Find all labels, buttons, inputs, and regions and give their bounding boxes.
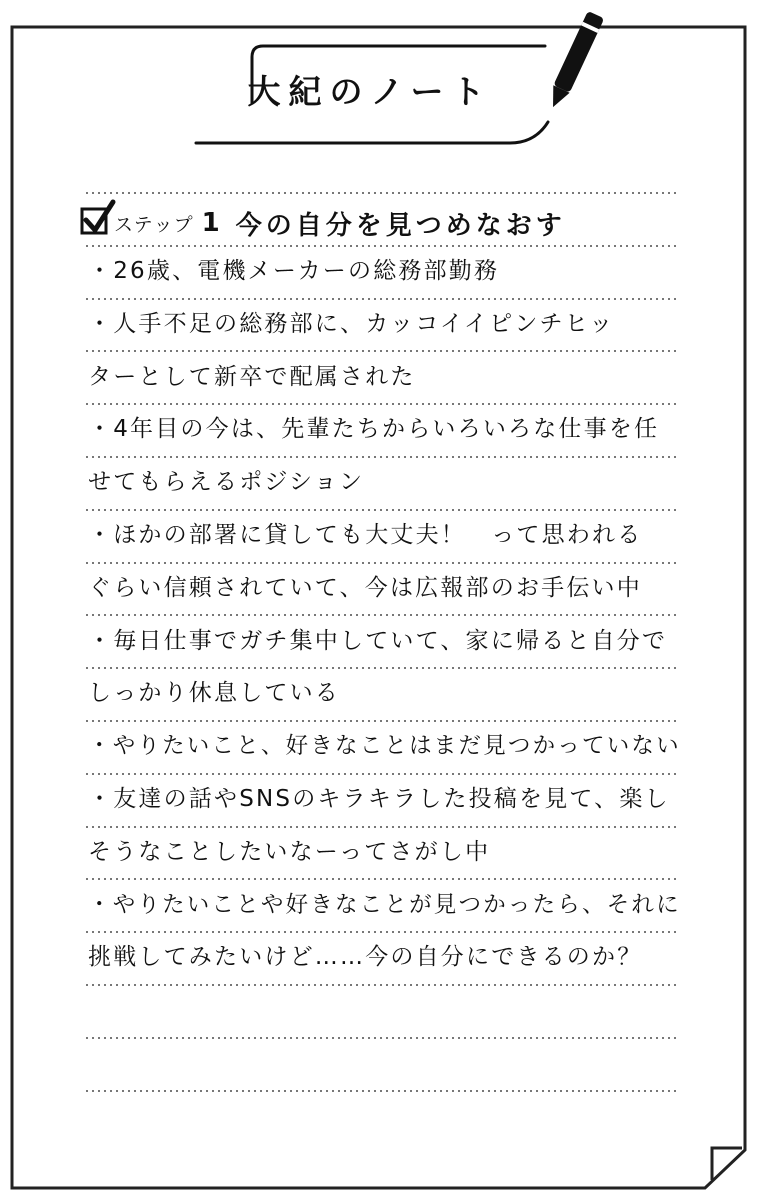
note-line: 挑戦してみたいけど……今の自分にできるのか？: [88, 944, 643, 971]
step-heading: [80, 203, 680, 243]
note-line: しっかり休息している: [88, 680, 340, 707]
note-line: せてもらえるポジション: [88, 469, 365, 496]
note-line: ・友達の話やSNSのキラキラした投稿を見て、楽し: [88, 786, 670, 812]
note-line: ぐらい信頼されていて、今は広報部のお手伝い中: [88, 574, 642, 601]
note-line: ・やりたいことや好きなことが見つかったら、それに: [88, 891, 681, 918]
note-line: ・ほかの部署に貸しても大丈夫！ って思われる: [88, 522, 643, 548]
note-line: ・26歳、電機メーカーの総務部勤務: [88, 258, 500, 284]
note-line: そうなことしたいなーってさがし中: [88, 838, 491, 865]
step-number: 1: [201, 208, 220, 238]
note-line: ターとして新卒で配属された: [88, 363, 416, 390]
step-text: 今の自分を見つめなおす: [235, 210, 566, 241]
paper-outline: [12, 27, 745, 1188]
note-line: ・やりたいこと、好きなことはまだ見つかっていない: [88, 733, 681, 760]
note-line: ・毎日仕事でガチ集中していて、家に帰ると自分で: [88, 627, 668, 654]
note-line: ・4年目の今は、先輩たちからいろいろな仕事を任: [88, 416, 660, 443]
note-title: 大紀のノート: [247, 72, 493, 111]
step-label: ステップ: [114, 213, 194, 236]
note-line: ・人手不足の総務部に、カッコイイピンチヒッ: [88, 310, 615, 337]
